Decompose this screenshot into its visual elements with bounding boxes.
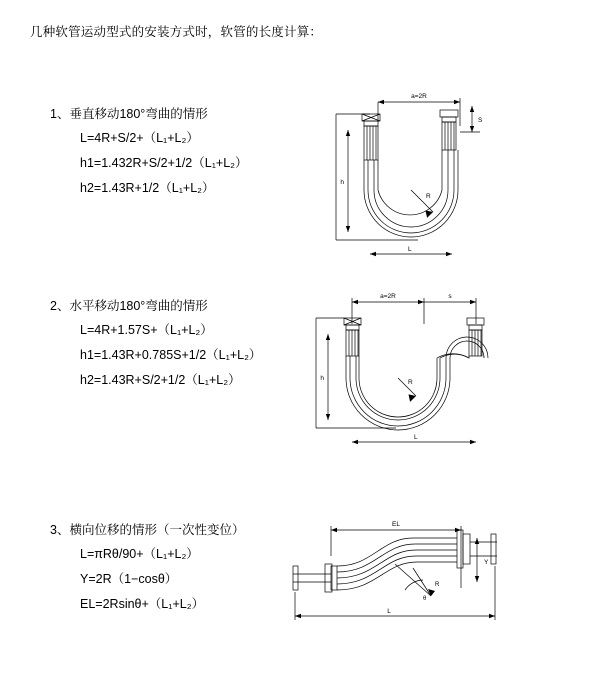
- formula: h2=1.43R+S/2+1/2（L₁+L₂）: [80, 373, 241, 387]
- section-3-formulas: [80, 542, 204, 617]
- label-bottom-dim: L: [408, 246, 412, 253]
- label-bottom-dim: L: [387, 608, 391, 615]
- formula: L=4R+1.57S+（L₁+L₂）: [80, 323, 213, 337]
- label-right-dim: Y: [484, 559, 489, 566]
- formula: h2=1.43R+1/2（L₁+L₂）: [80, 181, 215, 195]
- label-angle: θ: [423, 596, 427, 602]
- label-top-dim-left: a=2R: [380, 293, 396, 300]
- label-right-dim: S: [478, 117, 483, 124]
- formula: L=πRθ/90+（L₁+L₂）: [80, 547, 199, 561]
- lateral-offset-diagram: [285, 504, 500, 649]
- label-top-dim: a=2R: [411, 93, 427, 100]
- label-height-dim: h: [320, 375, 324, 382]
- label-radius: R: [426, 193, 431, 200]
- label-top-dim-right: s: [448, 293, 452, 300]
- section-3-title: 3、横向位移的情形（一次性变位）: [50, 523, 245, 537]
- vertical-180-bend-diagram: [300, 70, 500, 275]
- formula: L=4R+S/2+（L₁+L₂）: [80, 131, 199, 145]
- section-1-formulas: [80, 126, 248, 201]
- section-2-formulas: [80, 318, 261, 393]
- horizontal-180-bend-diagram: [300, 278, 500, 473]
- label-bottom-dim: L: [414, 434, 418, 441]
- formula: h1=1.432R+S/2+1/2（L₁+L₂）: [80, 156, 248, 170]
- label-radius: R: [435, 582, 440, 588]
- label-height-dim: h: [340, 179, 344, 186]
- formula: Y=2R（1−cosθ）: [80, 572, 178, 586]
- label-top-dim: EL: [392, 521, 400, 528]
- section-2-title: 2、水平移动180°弯曲的情形: [50, 299, 208, 313]
- formula: EL=2Rsinθ+（L₁+L₂）: [80, 597, 205, 611]
- label-radius: R: [408, 379, 413, 386]
- formula: h1=1.43R+0.785S+1/2（L₁+L₂）: [80, 348, 262, 362]
- section-1-title: 1、垂直移动180°弯曲的情形: [50, 107, 208, 121]
- page-title: 几种软管运动型式的安装方式时，软管的长度计算：: [30, 25, 323, 39]
